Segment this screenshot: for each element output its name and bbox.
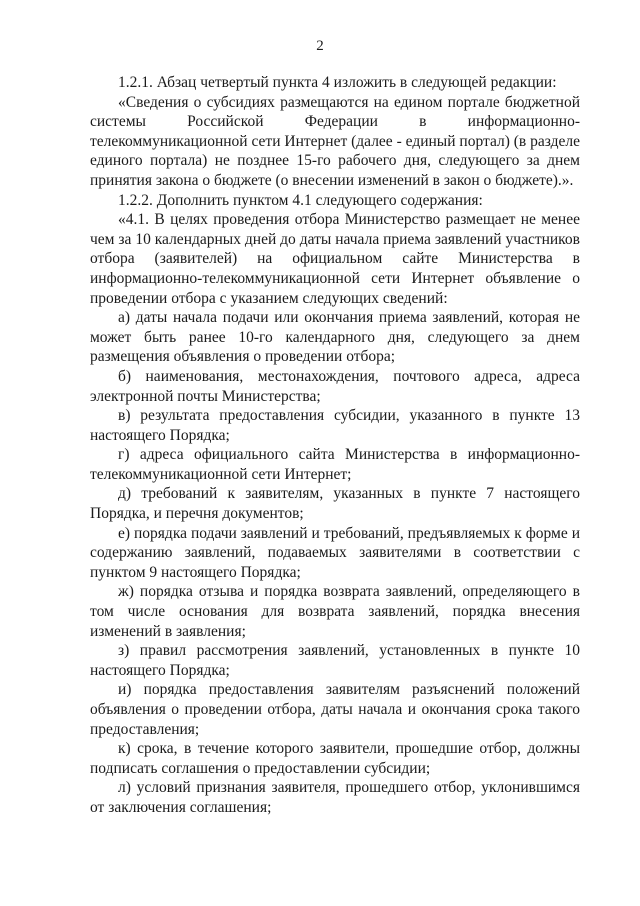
list-item-d: д) требований к заявителям, указанных в пункте 7 настоящего Порядка, и перечня документов; [90, 485, 580, 523]
list-item-k: к) срока, в течение которого заявители, прошедшие отбор, должны подписать соглашения о предоставлении субсидии; [90, 740, 580, 777]
paragraph-portal-info: «Сведения о субсидиях размещаются на едином портале бюджетной системы Российской Федерации в информационно-телекоммуникационной сети Интернет (далее - единый портал) (в разделе единого портала) не позднее 15-го рабочего дня, следующего за днем принятия закона о бюджете (о внесении изменений в закон о бюджете).». [90, 93, 580, 189]
list-item-z: з) правил рассмотрения заявлений, установленных в пункте 10 настоящего Порядка; [90, 642, 580, 679]
paragraph-1-2-2: 1.2.2. Дополнить пунктом 4.1 следующего содержания: [118, 191, 483, 209]
list-item-a: а) даты начала подачи или окончания приема заявлений, которая не может быть ранее 10-го календарного дня, следующего за днем размещения объявления о проведении отбора; [90, 309, 580, 366]
paragraph-4-1: «4.1. В целях проведения отбора Министерство размещает не менее чем за 10 календарных дней до даты начала приема заявлений участников отбора (заявителей) на официальном сайте Министерства в информационно-телекоммуникационной сети Интернет объявление о проведении отбора с указанием следующих сведений: [90, 211, 580, 307]
page-number: 2 [316, 38, 324, 54]
list-item-g: г) адреса официального сайта Министерства в информационно-телекоммуникационной сети Интернет; [90, 446, 580, 483]
document-body [90, 73, 580, 818]
list-item-e: е) порядка подачи заявлений и требований, предъявляемых к форме и содержанию заявлений, подаваемых заявителями в соответствии с пунктом 9 настоящего Порядка; [90, 524, 580, 581]
list-item-l: л) условий признания заявителя, прошедшего отбор, уклонившимся от заключения соглашения; [90, 779, 580, 816]
list-item-i: и) порядка предоставления заявителям разъяснений положений объявления о проведении отбора, даты начала и окончания срока такого предоставления; [90, 681, 580, 738]
list-item-zh: ж) порядка отзыва и порядка возврата заявлений, определяющего в том числе основания для возврата заявлений, порядка внесения изменений в заявления; [90, 583, 580, 640]
list-item-b: б) наименования, местонахождения, почтового адреса, адреса электронной почты Министерства; [90, 367, 580, 405]
list-item-v: в) результата предоставления субсидии, указанного в пункте 13 настоящего Порядка; [90, 407, 580, 444]
paragraph-1-2-1: 1.2.1. Абзац четвертый пункта 4 изложить в следующей редакции: [118, 74, 557, 91]
